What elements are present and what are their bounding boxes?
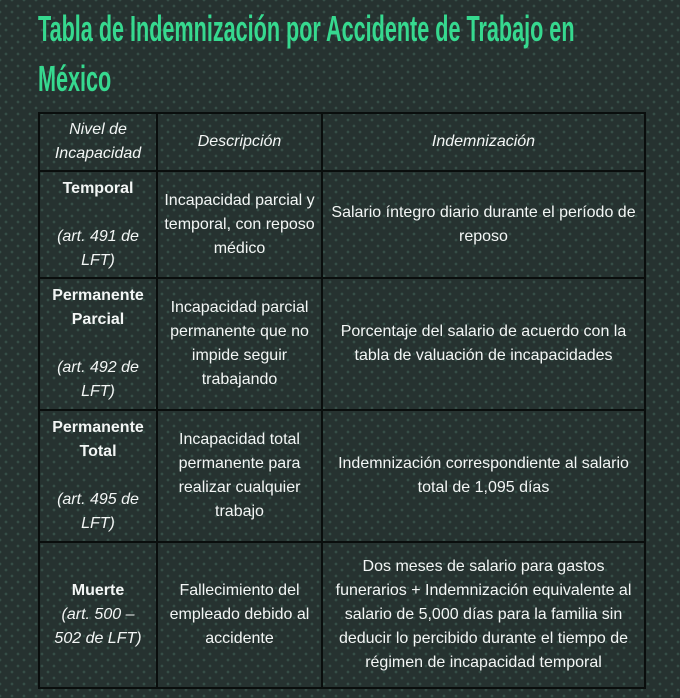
descripcion-cell: Incapacidad parcial permanente que no impide seguir trabajando [157,278,322,410]
page-title [38,4,644,104]
descripcion-cell: Incapacidad parcial y temporal, con reposo médico [157,171,322,278]
nivel-cell-permanente-parcial [39,278,157,410]
indemnizacion-cell: Porcentaje del salario de acuerdo con la tabla de valuación de incapacidades [322,278,645,410]
nivel-label: Permanente Parcial [52,287,144,328]
table-row-temporal [39,171,645,278]
table-row-muerte [39,542,645,688]
indemnizacion-cell: Indemnización correspondiente al salario total de 1,095 días [322,410,645,542]
nivel-article-reference: (art. 500 – 502 de LFT) [54,606,142,647]
table-header-row [39,113,645,171]
nivel-article-reference: (art. 495 de LFT) [57,491,139,532]
page-title-line-1: Tabla de Indemnización por Accidente de Trabajo en [38,8,575,49]
nivel-article-reference: (art. 491 de LFT) [57,227,139,269]
nivel-label: Temporal [62,179,134,197]
nivel-article-reference: (art. 492 de LFT) [57,359,139,400]
descripcion-cell: Fallecimiento del empleado debido al accidente [157,542,322,688]
nivel-cell-muerte [39,542,157,688]
nivel-cell-temporal [39,171,157,278]
column-header-nivel-de-incapacidad: Nivel de Incapacidad [39,113,157,171]
indemnizacion-cell: Salario íntegro diario durante el período de reposo [322,171,645,278]
nivel-cell-permanente-total [39,410,157,542]
table-row-permanente-total [39,410,645,542]
nivel-label: Muerte [71,582,125,599]
descripcion-cell: Incapacidad total permanente para realizar cualquier trabajo [157,410,322,542]
table-row-permanente-parcial [39,278,645,410]
column-header-descripcion: Descripción [157,113,322,171]
nivel-label: Permanente Total [52,419,144,460]
indemnizacion-cell: Dos meses de salario para gastos funerarios + Indemnización equivalente al salario de 5,000 días para la familia sin deducir lo percibido durante el tiempo de régimen de incapacidad temporal [322,542,645,688]
page-title-line-2: México [38,58,112,99]
indemnization-table [38,112,646,689]
column-header-indemnizacion: Indemnización [322,113,645,171]
